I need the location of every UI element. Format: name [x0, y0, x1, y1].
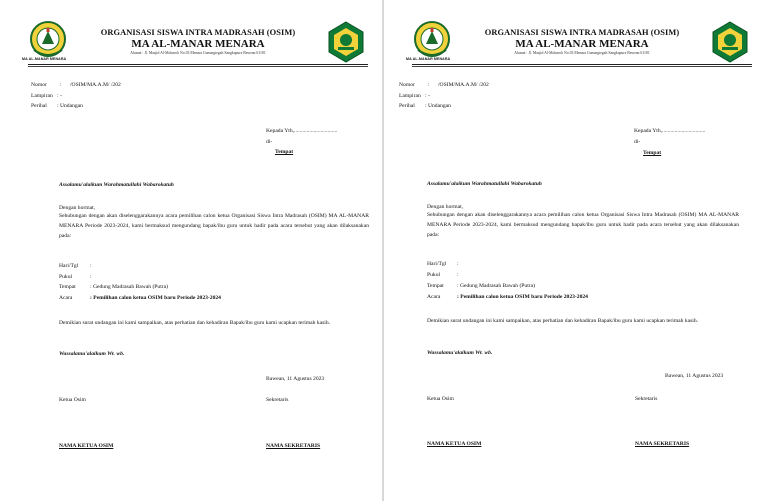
perihal-value: : Undangan	[57, 103, 83, 109]
pukul-value: :	[457, 272, 459, 278]
lampiran-value: : -	[425, 93, 430, 99]
nama-sekretaris: NAMA SEKRETARIS	[635, 441, 690, 447]
jabatan-ketua: Ketua Osim	[427, 396, 454, 402]
nama-ketua: NAMA KETUA OSIM	[59, 443, 114, 449]
dengan-hormat: Dengan hormat,	[427, 204, 464, 210]
letterhead-rule	[412, 64, 752, 65]
nomor-sep: :	[428, 82, 430, 88]
lampiran-label: Lampiran	[31, 93, 53, 99]
paragraf-penutup: Demikian surat undangan ini kami sampaikan, atas perhatian dan kehadiran Bapak/ibu guru kami ucapkan terimah kasih.	[59, 320, 331, 326]
acara-label: Acara	[59, 295, 73, 301]
pukul-value: :	[90, 274, 92, 280]
tempat-value: : Gedung Madrasah Bawah (Putra)	[457, 283, 535, 289]
isi-surat: Sehubungan dengan akan diselenggarakannya acara pemilihan calon ketua Organisasi Siswa Intra Madrasah (OSIM) MA AL-MANAR MENARA Periode 2023-2024, kami bermaksud mengundang bapak/ibu guru untuk hadir pada acara tersebut yang akan dilaksanakan pada:	[427, 212, 739, 238]
di: di-	[266, 139, 273, 145]
letter-page-right	[384, 0, 766, 501]
tempat-tujuan: Tempat	[275, 149, 294, 155]
lampiran-label: Lampiran	[399, 93, 421, 99]
logo-caption: MA AL-MANAR MENARA	[22, 57, 67, 61]
school-name: MA AL-MANAR MENARA	[515, 38, 649, 50]
school-address: Alamat : Jl. Masjid Al-Mubarok No.03 Menara Gunungtegah Sangkapura Bawean 61181	[514, 51, 650, 55]
org-name: ORGANISASI SISWA INTRA MADRASAH (OSIM)	[484, 28, 680, 37]
nomor-value: /OSIM/MA.A.M/ /202	[438, 82, 489, 88]
salam-pembuka: Assalamu'alaikum Warahmatullahi Wabarokatuh	[427, 181, 542, 187]
letterhead-rule	[28, 64, 368, 65]
salam-pembuka: Assalamu'alaikum Warahmatullahi Wabarokatuh	[59, 182, 174, 188]
kemenag-emblem-icon	[326, 20, 366, 64]
paragraf-penutup: Demikian surat undangan ini kami sampaikan, atas perhatian dan kehadiran Bapak/ibu guru kami ucapkan terimah kasih.	[427, 318, 699, 324]
perihal-label: Perihal	[31, 103, 47, 109]
letterhead	[454, 28, 710, 55]
logo-caption: MA AL-MANAR MENARA	[406, 57, 451, 61]
tempat-label: Tempat	[427, 283, 444, 289]
letterhead	[70, 28, 326, 55]
perihal-label: Perihal	[399, 103, 415, 109]
school-name: MA AL-MANAR MENARA	[131, 38, 265, 50]
school-address: Alamat : Jl. Masjid Al-Mubarok No.03 Menara Gunungtegah Sangkapura Bawean 61181	[130, 51, 266, 55]
acara-value: : Pemilihan calon ketua OSIM baru Periode 2023-2024	[90, 295, 221, 301]
org-name: ORGANISASI SISWA INTRA MADRASAH (OSIM)	[100, 28, 296, 37]
tempat-label: Tempat	[59, 284, 76, 290]
jabatan-ketua: Ketua Osim	[59, 397, 86, 403]
nama-sekretaris: NAMA SEKRETARIS	[266, 443, 321, 449]
nomor-sep: :	[60, 82, 62, 88]
salam-penutup: Wassalamu'alaikum Wr. wb.	[427, 350, 493, 356]
nomor-label: Nomor	[399, 82, 415, 88]
salam-penutup: Wassalamu'alaikum Wr. wb.	[59, 351, 125, 357]
perihal-value: : Undangan	[425, 103, 451, 109]
isi-surat: Sehubungan dengan akan diselenggarakannya acara pemilihan calon ketua Organisasi Siswa Intra Madrasah (OSIM) MA AL-MANAR MENARA Periode 2023-2024, kami bermaksud mengundang bapak/ibu guru untuk hadir pada acara tersebut yang akan dilaksanakan pada:	[59, 213, 369, 239]
letter-page-left	[0, 0, 382, 501]
pukul-label: Pukul	[427, 272, 441, 278]
nomor-value: /OSIM/MA.A.M/ /202	[70, 82, 121, 88]
kepada-yth: Kepada Yth,...............................	[266, 128, 338, 134]
jabatan-sekretaris: Sekretaris	[266, 397, 289, 403]
acara-value: : Pemilihan calon ketua OSIM baru Periode 2023-2024	[457, 294, 588, 300]
hari-label: Hari/Tgl	[59, 263, 79, 269]
kepada-yth: Kepada Yth,...............................	[634, 128, 706, 134]
tempat-tujuan: Tempat	[643, 150, 662, 156]
hari-label: Hari/Tgl	[427, 261, 447, 267]
tanggal-surat: Bawean, 11 Agustus 2023	[266, 376, 325, 382]
letterhead-rule-thin	[28, 66, 368, 67]
nama-ketua: NAMA KETUA OSIM	[427, 441, 482, 447]
tanggal-surat: Bawean, 11 Agustus 2023	[665, 373, 724, 379]
tempat-value: : Gedung Madrasah Bawah (Putra)	[90, 284, 168, 290]
acara-label: Acara	[427, 294, 441, 300]
pukul-label: Pukul	[59, 274, 73, 280]
hari-value: :	[457, 261, 459, 267]
letterhead-rule-thin	[412, 66, 752, 67]
dengan-hormat: Dengan hormat,	[59, 205, 96, 211]
kemenag-emblem-icon	[710, 20, 750, 64]
hari-value: :	[90, 263, 92, 269]
nomor-label: Nomor	[31, 82, 47, 88]
jabatan-sekretaris: Sekretaris	[635, 396, 658, 402]
di: di-	[634, 139, 641, 145]
lampiran-value: : -	[57, 93, 62, 99]
